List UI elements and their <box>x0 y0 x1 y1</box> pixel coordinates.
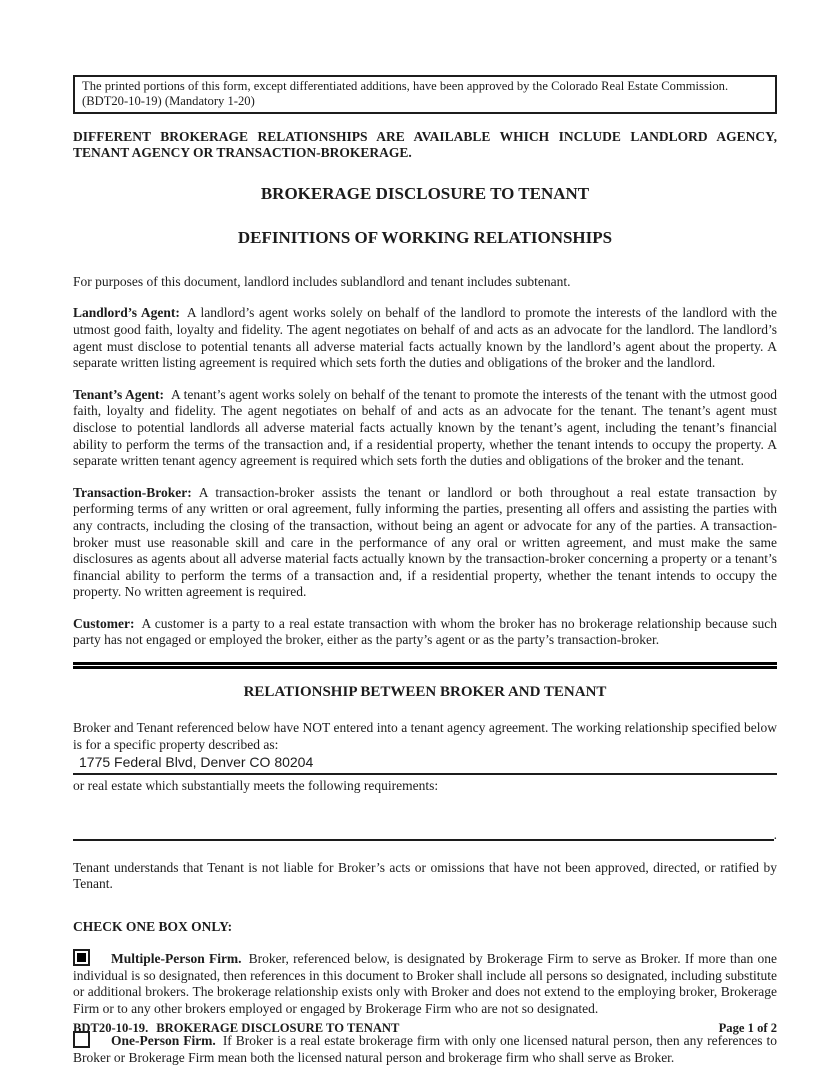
definition-tenants-agent <box>73 387 777 470</box>
blank-line-period: . <box>773 826 777 842</box>
property-address-field[interactable] <box>73 754 777 775</box>
requirements-blank-field[interactable] <box>73 823 774 841</box>
option-label: One-Person Firm. <box>111 1033 216 1049</box>
definition-label: Tenant’s Agent: <box>73 386 165 402</box>
brokerage-relationships-notice: DIFFERENT BROKERAGE RELATIONSHIPS ARE AVAILABLE WHICH INCLUDE LANDLORD AGENCY, TENANT AGENCY OR TRANSACTION-BROKERAGE. <box>73 129 777 160</box>
definition-text: A transaction-broker assists the tenant or landlord or both throughout a real estate transaction by performing terms of any written or oral agreement, fully informing the parties, presenting all offers and assisting the parties with any contracts, including the closing of the transaction, without being an agent or advocate for any of the parties. A transaction-broker must use reasonable skill and care in the performance of any oral or written agreement, and must make the same disclosures as agents about all adverse material facts actually known by the transaction-broker concerning a property or a tenant’s financial ability to perform the terms of a transaction and, if a residential property, whether the tenant intends to occupy the property. No written agreement is required. <box>73 484 777 600</box>
document-title: BROKERAGE DISCLOSURE TO TENANT <box>260 183 590 203</box>
relationship-section-heading: RELATIONSHIP BETWEEN BROKER AND TENANT <box>243 684 607 701</box>
option-multiple-person-firm <box>73 949 777 1017</box>
option-one-person-firm <box>73 1031 777 1066</box>
definition-text: A customer is a party to a real estate transaction with whom the broker has no brokerage relationship because such party has not engaged or employed the broker, either as the party’s agent or as the party’s transaction-broker. <box>73 615 777 648</box>
approval-box <box>73 75 777 114</box>
definition-text: A tenant’s agent works solely on behalf of the tenant to promote the interests of the tenant with the utmost good faith, loyalty and fidelity. The agent negotiates on behalf of and acts as an advocate for the tenant. The tenant’s agent must disclose to potential landlords all adverse material facts actually known by the tenant’s agent, including the tenant’s financial ability to perform the terms of the transaction and, if a residential property, whether the tenant intends to occupy the property. A separate written tenant agency agreement is required which sets forth the duties and obligations of the broker and the tenant. <box>73 386 777 469</box>
definition-label: Transaction-Broker: <box>73 484 192 500</box>
multiple-person-firm-checkbox[interactable] <box>73 949 90 966</box>
option-text: If Broker is a real estate brokerage firm with only one licensed natural person, then any references to Broker or Brokerage Firm mean both the licensed natural person and brokerage firm who shall serve as Broker. <box>73 1033 777 1065</box>
definition-label: Landlord’s Agent: <box>73 305 180 321</box>
option-label: Multiple-Person Firm. <box>111 951 242 967</box>
requirements-paragraph: or real estate which substantially meets the following requirements: <box>73 778 439 794</box>
footer-form-code: BDT20-10-19. <box>73 1021 149 1035</box>
document-subtitle: DEFINITIONS OF WORKING RELATIONSHIPS <box>237 227 613 247</box>
approval-text-line1: The printed portions of this form, except differentiated additions, have been approved by the Colorado Real Estate Commission. <box>82 79 729 93</box>
definition-landlords-agent <box>73 305 777 371</box>
footer-page-number: Page 1 of 2 <box>718 1021 777 1035</box>
relationship-paragraph: Broker and Tenant referenced below have NOT entered into a tenant agency agreement. The working relationship specified below is for a specific property described as: <box>73 720 777 752</box>
approval-text-line2: (BDT20-10-19) (Mandatory 1-20) <box>82 93 255 108</box>
property-address-value: 1775 Federal Blvd, Denver CO 80204 <box>79 754 314 771</box>
section-divider <box>73 662 777 669</box>
liability-paragraph: Tenant understands that Tenant is not liable for Broker’s acts or omissions that have not been approved, directed, or ratified by Tenant. <box>73 859 777 892</box>
definition-label: Customer: <box>73 615 135 631</box>
footer-form-title: BROKERAGE DISCLOSURE TO TENANT <box>156 1021 400 1035</box>
requirements-blank-row <box>73 823 777 841</box>
intro-paragraph: For purposes of this document, landlord includes sublandlord and tenant includes subtenant. <box>73 273 571 289</box>
page-footer <box>73 1021 777 1036</box>
footer-left <box>73 1021 399 1036</box>
definition-text: A landlord’s agent works solely on behalf of the landlord to promote the interests of the landlord with the utmost good faith, loyalty and fidelity. The agent negotiates on behalf of and acts as an advocate for the landlord. The landlord’s agent must disclose to potential tenants all adverse material facts actually known by the landlord’s agent about the property. A separate written listing agreement is required which sets forth the duties and obligations of the broker and the landlord. <box>73 305 777 371</box>
definition-customer <box>73 616 777 649</box>
check-one-box-heading: CHECK ONE BOX ONLY: <box>73 919 233 935</box>
document-content <box>73 0 777 1067</box>
definition-transaction-broker <box>73 485 777 601</box>
option-text: Broker, referenced below, is designated by Brokerage Firm to serve as Broker. If more than one individual is so designated, then references in this document to Broker shall include all persons so designated, including substitute or additional brokers. The brokerage relationship exists only with Broker and does not extend to the employing broker, Brokerage Firm or to any other brokers employed or engaged by Brokerage Firm who are not so designated. <box>73 951 777 1016</box>
